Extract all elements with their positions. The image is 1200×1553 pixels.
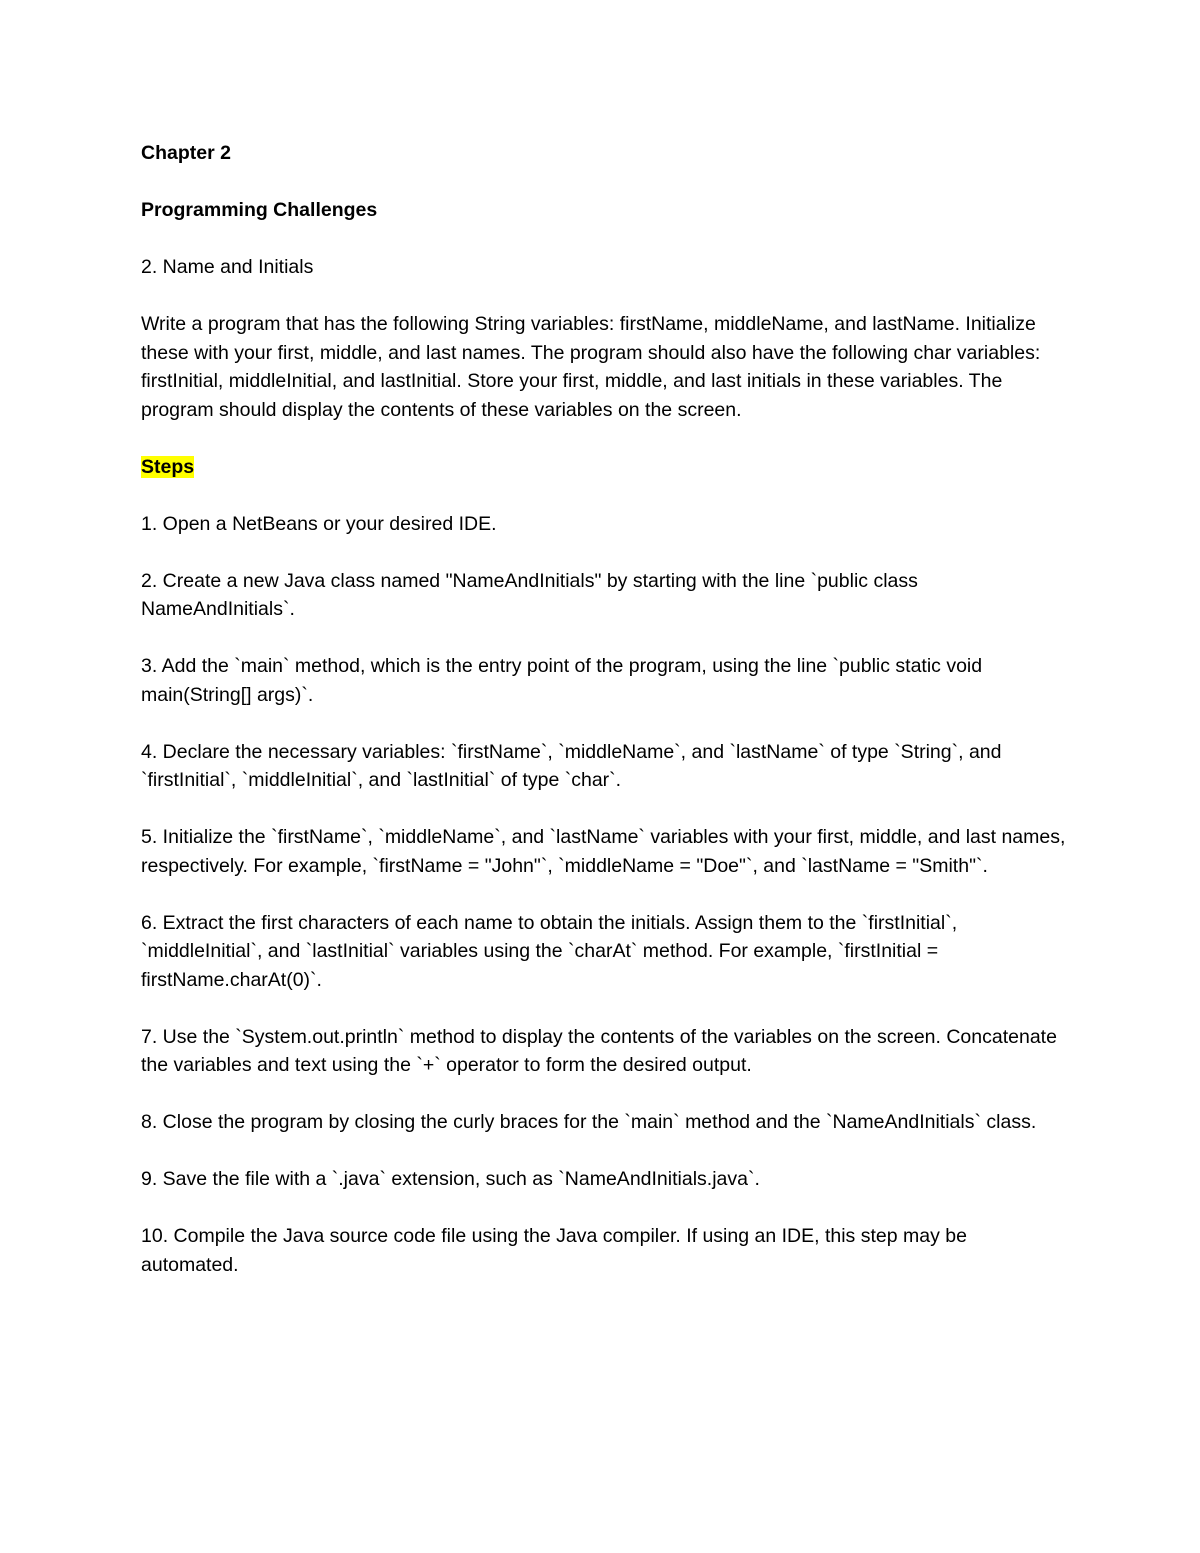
- chapter-heading: Chapter 2: [141, 142, 231, 164]
- problem-description: Write a program that has the following String variables: firstName, middleName, and lastName. Initialize these with your first, middle, and last names. The program should also have the following char variables: firstInitial, middleInitial, and lastInitial. Store your first, middle, and last initials in these variables. The program should display the contents of these variables on the screen.: [141, 313, 1041, 421]
- step-item: 8. Close the program by closing the curly braces for the `main` method and the `NameAndInitials` class.: [141, 1111, 1037, 1133]
- step-item: 9. Save the file with a `.java` extension, such as `NameAndInitials.java`.: [141, 1168, 760, 1190]
- step-item: 3. Add the `main` method, which is the entry point of the program, using the line `public static void main(String[] args)`.: [141, 655, 983, 706]
- step-item: 4. Declare the necessary variables: `firstName`, `middleName`, and `lastName` of type `String`, and `firstInitial`, `middleInitial`, and `lastInitial` of type `char`.: [141, 740, 1002, 791]
- step-item: 7. Use the `System.out.println` method to display the contents of the variables on the screen. Concatenate the variables and text using the `+` operator to form the desired output.: [141, 1025, 1057, 1076]
- section-heading: Programming Challenges: [141, 199, 378, 221]
- problem-title: 2. Name and Initials: [141, 256, 314, 278]
- steps-heading-wrapper: [141, 453, 1066, 482]
- document-content: [141, 139, 1066, 1308]
- step-item: 1. Open a NetBeans or your desired IDE.: [141, 512, 497, 535]
- steps-heading: Steps: [141, 455, 195, 478]
- step-item: 6. Extract the first characters of each name to obtain the initials. Assign them to the `firstInitial`, `middleInitial`, and `lastInitial` variables using the `charAt` method. For example, `firstInitial = firstName.charAt(0)`.: [141, 911, 958, 991]
- step-item: 10. Compile the Java source code file using the Java compiler. If using an IDE, this step may be automated.: [141, 1225, 967, 1276]
- step-item: 2. Create a new Java class named "NameAndInitials" by starting with the line `public class NameAndInitials`.: [141, 569, 918, 620]
- steps-list: [141, 510, 1066, 1280]
- step-item: 5. Initialize the `firstName`, `middleName`, and `lastName` variables with your first, middle, and last names, respectively. For example, `firstName = "John"`, `middleName = "Doe"`, and `lastName = "Smith"`.: [141, 826, 1066, 877]
